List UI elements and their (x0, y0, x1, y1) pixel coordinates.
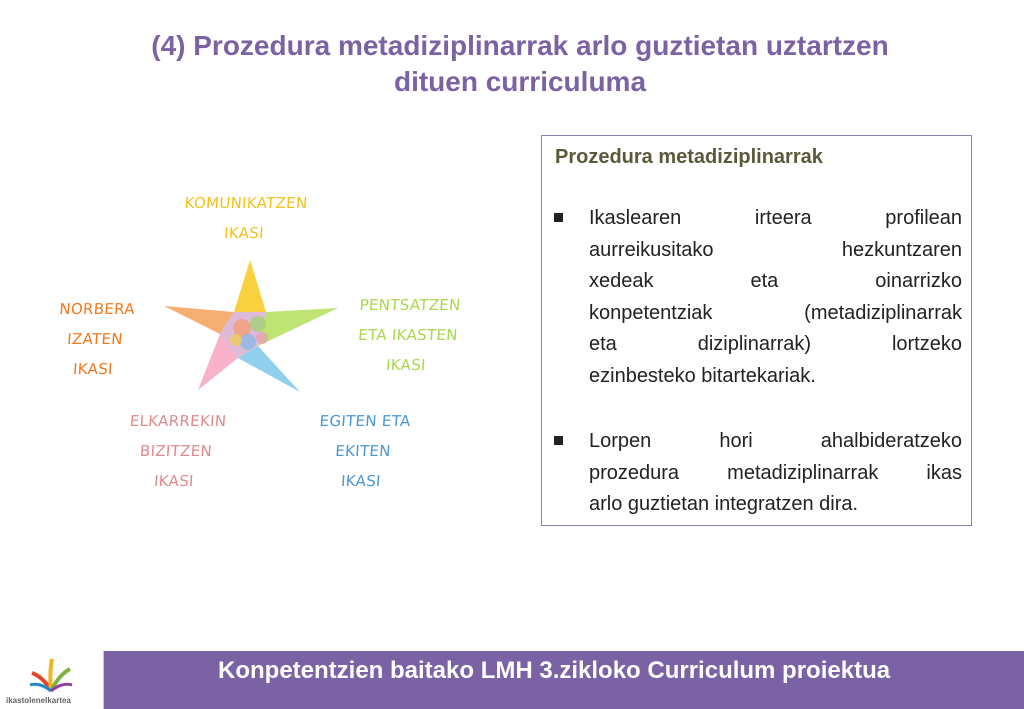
label-komunikatzen: KOMUNIKATZEN IKASI (184, 194, 309, 242)
bullet-1: Ikaslearen irteera profilean aurreikusitako hezkuntzaren xedeak eta oinarrizko konpetentziak (metadiziplinarrak eta diziplinarrak) lortzeko ezinbesteko bitartekariak. (554, 203, 962, 392)
logo (0, 651, 104, 709)
page-title-line-1: (4) Prozedura metadiziplinarrak arlo guztietan uztartzen (151, 30, 889, 61)
ikastola-logo-icon (0, 651, 103, 695)
square-bullet-icon (554, 213, 563, 222)
footer-title: Konpetentzien baitako LMH 3.zikloko Curriculum proiektua (218, 657, 891, 684)
star-arm-right (258, 308, 338, 346)
star-arm-top (234, 260, 266, 312)
bullet-2: Lorpen hori ahalbideratzeko prozedura metadiziplinarrak ikas arlo guztietan integratzen dira. (554, 426, 962, 521)
info-box-heading: Prozedura metadiziplinarrak (555, 146, 823, 168)
label-pentsatzen: PENTSATZEN ETA IKASTEN IKASI (357, 296, 462, 374)
logo-text: ikastolenelkartea (6, 696, 71, 705)
info-box (541, 135, 972, 526)
star-icon (150, 250, 350, 400)
star-illustration (150, 250, 350, 400)
page-title (60, 28, 980, 100)
label-norbera: NORBERA IZATEN IKASI (58, 300, 136, 378)
label-egiten: EGITEN ETA EKITEN IKASI (319, 412, 412, 490)
square-bullet-icon (554, 436, 563, 445)
star-arm-bottom-right (238, 346, 300, 392)
label-elkarrekin: ELKARREKIN BIZITZEN IKASI (129, 412, 227, 490)
page-title-line-2: dituen curriculuma (393, 66, 647, 97)
